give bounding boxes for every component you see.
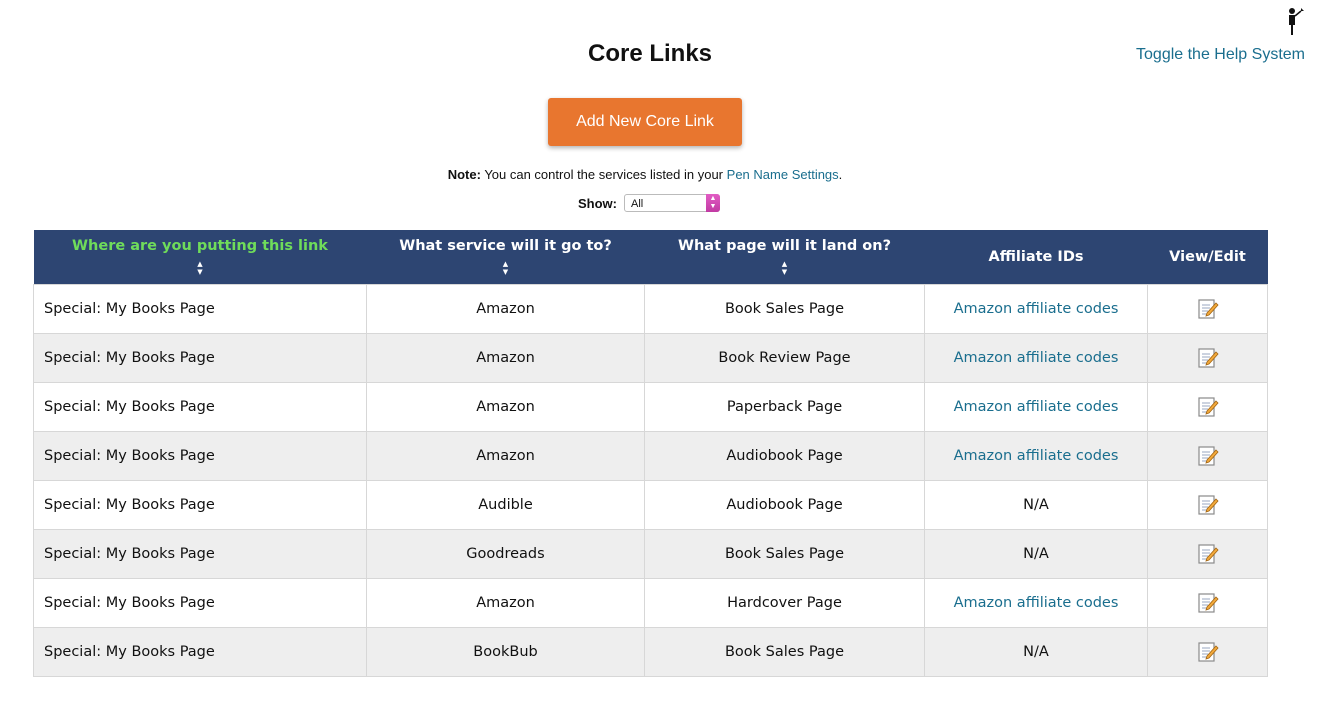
table-row: [34, 383, 1268, 432]
help-figure-icon[interactable]: [1284, 6, 1306, 36]
toggle-help-link[interactable]: Toggle the Help System: [1136, 46, 1305, 63]
column-page[interactable]: [645, 230, 925, 285]
pen-name-settings-link[interactable]: Pen Name Settings: [726, 167, 839, 182]
sort-icon[interactable]: ▲ ▼: [197, 260, 203, 276]
table-row: [34, 481, 1268, 530]
table-row: [34, 432, 1268, 481]
cell-page: Book Sales Page: [645, 628, 925, 677]
cell-page: Audiobook Page: [645, 481, 925, 530]
cell-location: Special: My Books Page: [34, 285, 367, 334]
cell-location: Special: My Books Page: [34, 530, 367, 579]
cell-affiliate: [925, 628, 1148, 677]
affiliate-na: N/A: [1023, 644, 1049, 660]
cell-affiliate: [925, 285, 1148, 334]
edit-icon[interactable]: [1197, 347, 1219, 369]
column-view-edit: [1148, 230, 1268, 285]
cell-location: Special: My Books Page: [34, 628, 367, 677]
cell-service: Goodreads: [367, 530, 645, 579]
note-label: Note:: [447, 167, 481, 182]
amazon-affiliate-codes-link[interactable]: Amazon affiliate codes: [953, 399, 1119, 415]
cell-affiliate: [925, 334, 1148, 383]
amazon-affiliate-codes-link[interactable]: Amazon affiliate codes: [953, 448, 1119, 464]
table-row: [34, 628, 1268, 677]
edit-icon[interactable]: [1197, 641, 1219, 663]
edit-icon[interactable]: [1197, 396, 1219, 418]
table-row: [34, 285, 1268, 334]
page-title: Core Links: [587, 40, 713, 67]
note-text: [0, 167, 1290, 182]
table-row: [34, 530, 1268, 579]
column-affiliate-label: Affiliate IDs: [988, 249, 1084, 265]
cell-location: Special: My Books Page: [34, 481, 367, 530]
cell-location: Special: My Books Page: [34, 383, 367, 432]
cell-page: Book Sales Page: [645, 530, 925, 579]
cell-view-edit: [1148, 481, 1268, 530]
cell-page: Book Review Page: [645, 334, 925, 383]
note-suffix: .: [838, 167, 843, 182]
column-service[interactable]: [367, 230, 645, 285]
cell-view-edit: [1148, 285, 1268, 334]
select-stepper-icon: ▲ ▼: [706, 194, 720, 212]
edit-icon[interactable]: [1197, 592, 1219, 614]
cell-service: Amazon: [367, 432, 645, 481]
cell-page: Paperback Page: [645, 383, 925, 432]
cell-view-edit: [1148, 432, 1268, 481]
edit-icon[interactable]: [1197, 543, 1219, 565]
cell-affiliate: [925, 530, 1148, 579]
cell-service: Amazon: [367, 579, 645, 628]
cell-view-edit: [1148, 579, 1268, 628]
cell-page: Book Sales Page: [645, 285, 925, 334]
cell-affiliate: [925, 481, 1148, 530]
amazon-affiliate-codes-link[interactable]: Amazon affiliate codes: [953, 301, 1119, 317]
cell-view-edit: [1148, 334, 1268, 383]
cell-location: Special: My Books Page: [34, 579, 367, 628]
amazon-affiliate-codes-link[interactable]: Amazon affiliate codes: [953, 350, 1119, 366]
affiliate-na: N/A: [1023, 497, 1049, 513]
column-service-label: What service will it go to?: [399, 238, 612, 254]
cell-service: Amazon: [367, 383, 645, 432]
edit-icon[interactable]: [1197, 445, 1219, 467]
cell-service: Audible: [367, 481, 645, 530]
table-row: [34, 579, 1268, 628]
sort-icon[interactable]: ▲ ▼: [781, 260, 788, 276]
column-view-edit-label: View/Edit: [1169, 249, 1246, 265]
sort-icon[interactable]: ▲ ▼: [502, 260, 509, 276]
cell-affiliate: [925, 383, 1148, 432]
cell-view-edit: [1148, 628, 1268, 677]
core-links-table: [33, 230, 1268, 677]
amazon-affiliate-codes-link[interactable]: Amazon affiliate codes: [953, 595, 1119, 611]
edit-icon[interactable]: [1197, 298, 1219, 320]
cell-service: Amazon: [367, 334, 645, 383]
cell-page: Hardcover Page: [645, 579, 925, 628]
add-new-core-link-button[interactable]: Add New Core Link: [548, 98, 742, 146]
show-filter-label: Show:: [578, 195, 617, 211]
table-header-row: [34, 230, 1268, 285]
cell-location: Special: My Books Page: [34, 334, 367, 383]
column-location-label: Where are you putting this link: [72, 238, 328, 254]
show-select[interactable]: [624, 194, 720, 212]
show-select-value: All: [631, 198, 644, 210]
cell-page: Audiobook Page: [645, 432, 925, 481]
note-body: You can control the services listed in your: [484, 167, 724, 182]
affiliate-na: N/A: [1023, 546, 1049, 562]
table-row: [34, 334, 1268, 383]
cell-service: BookBub: [367, 628, 645, 677]
show-filter: [578, 194, 720, 212]
column-location[interactable]: [34, 230, 367, 285]
cell-view-edit: [1148, 383, 1268, 432]
cell-affiliate: [925, 579, 1148, 628]
cell-location: Special: My Books Page: [34, 432, 367, 481]
edit-icon[interactable]: [1197, 494, 1219, 516]
column-affiliate: [925, 230, 1148, 285]
cell-view-edit: [1148, 530, 1268, 579]
cell-affiliate: [925, 432, 1148, 481]
column-page-label: What page will it land on?: [677, 238, 891, 254]
cell-service: Amazon: [367, 285, 645, 334]
